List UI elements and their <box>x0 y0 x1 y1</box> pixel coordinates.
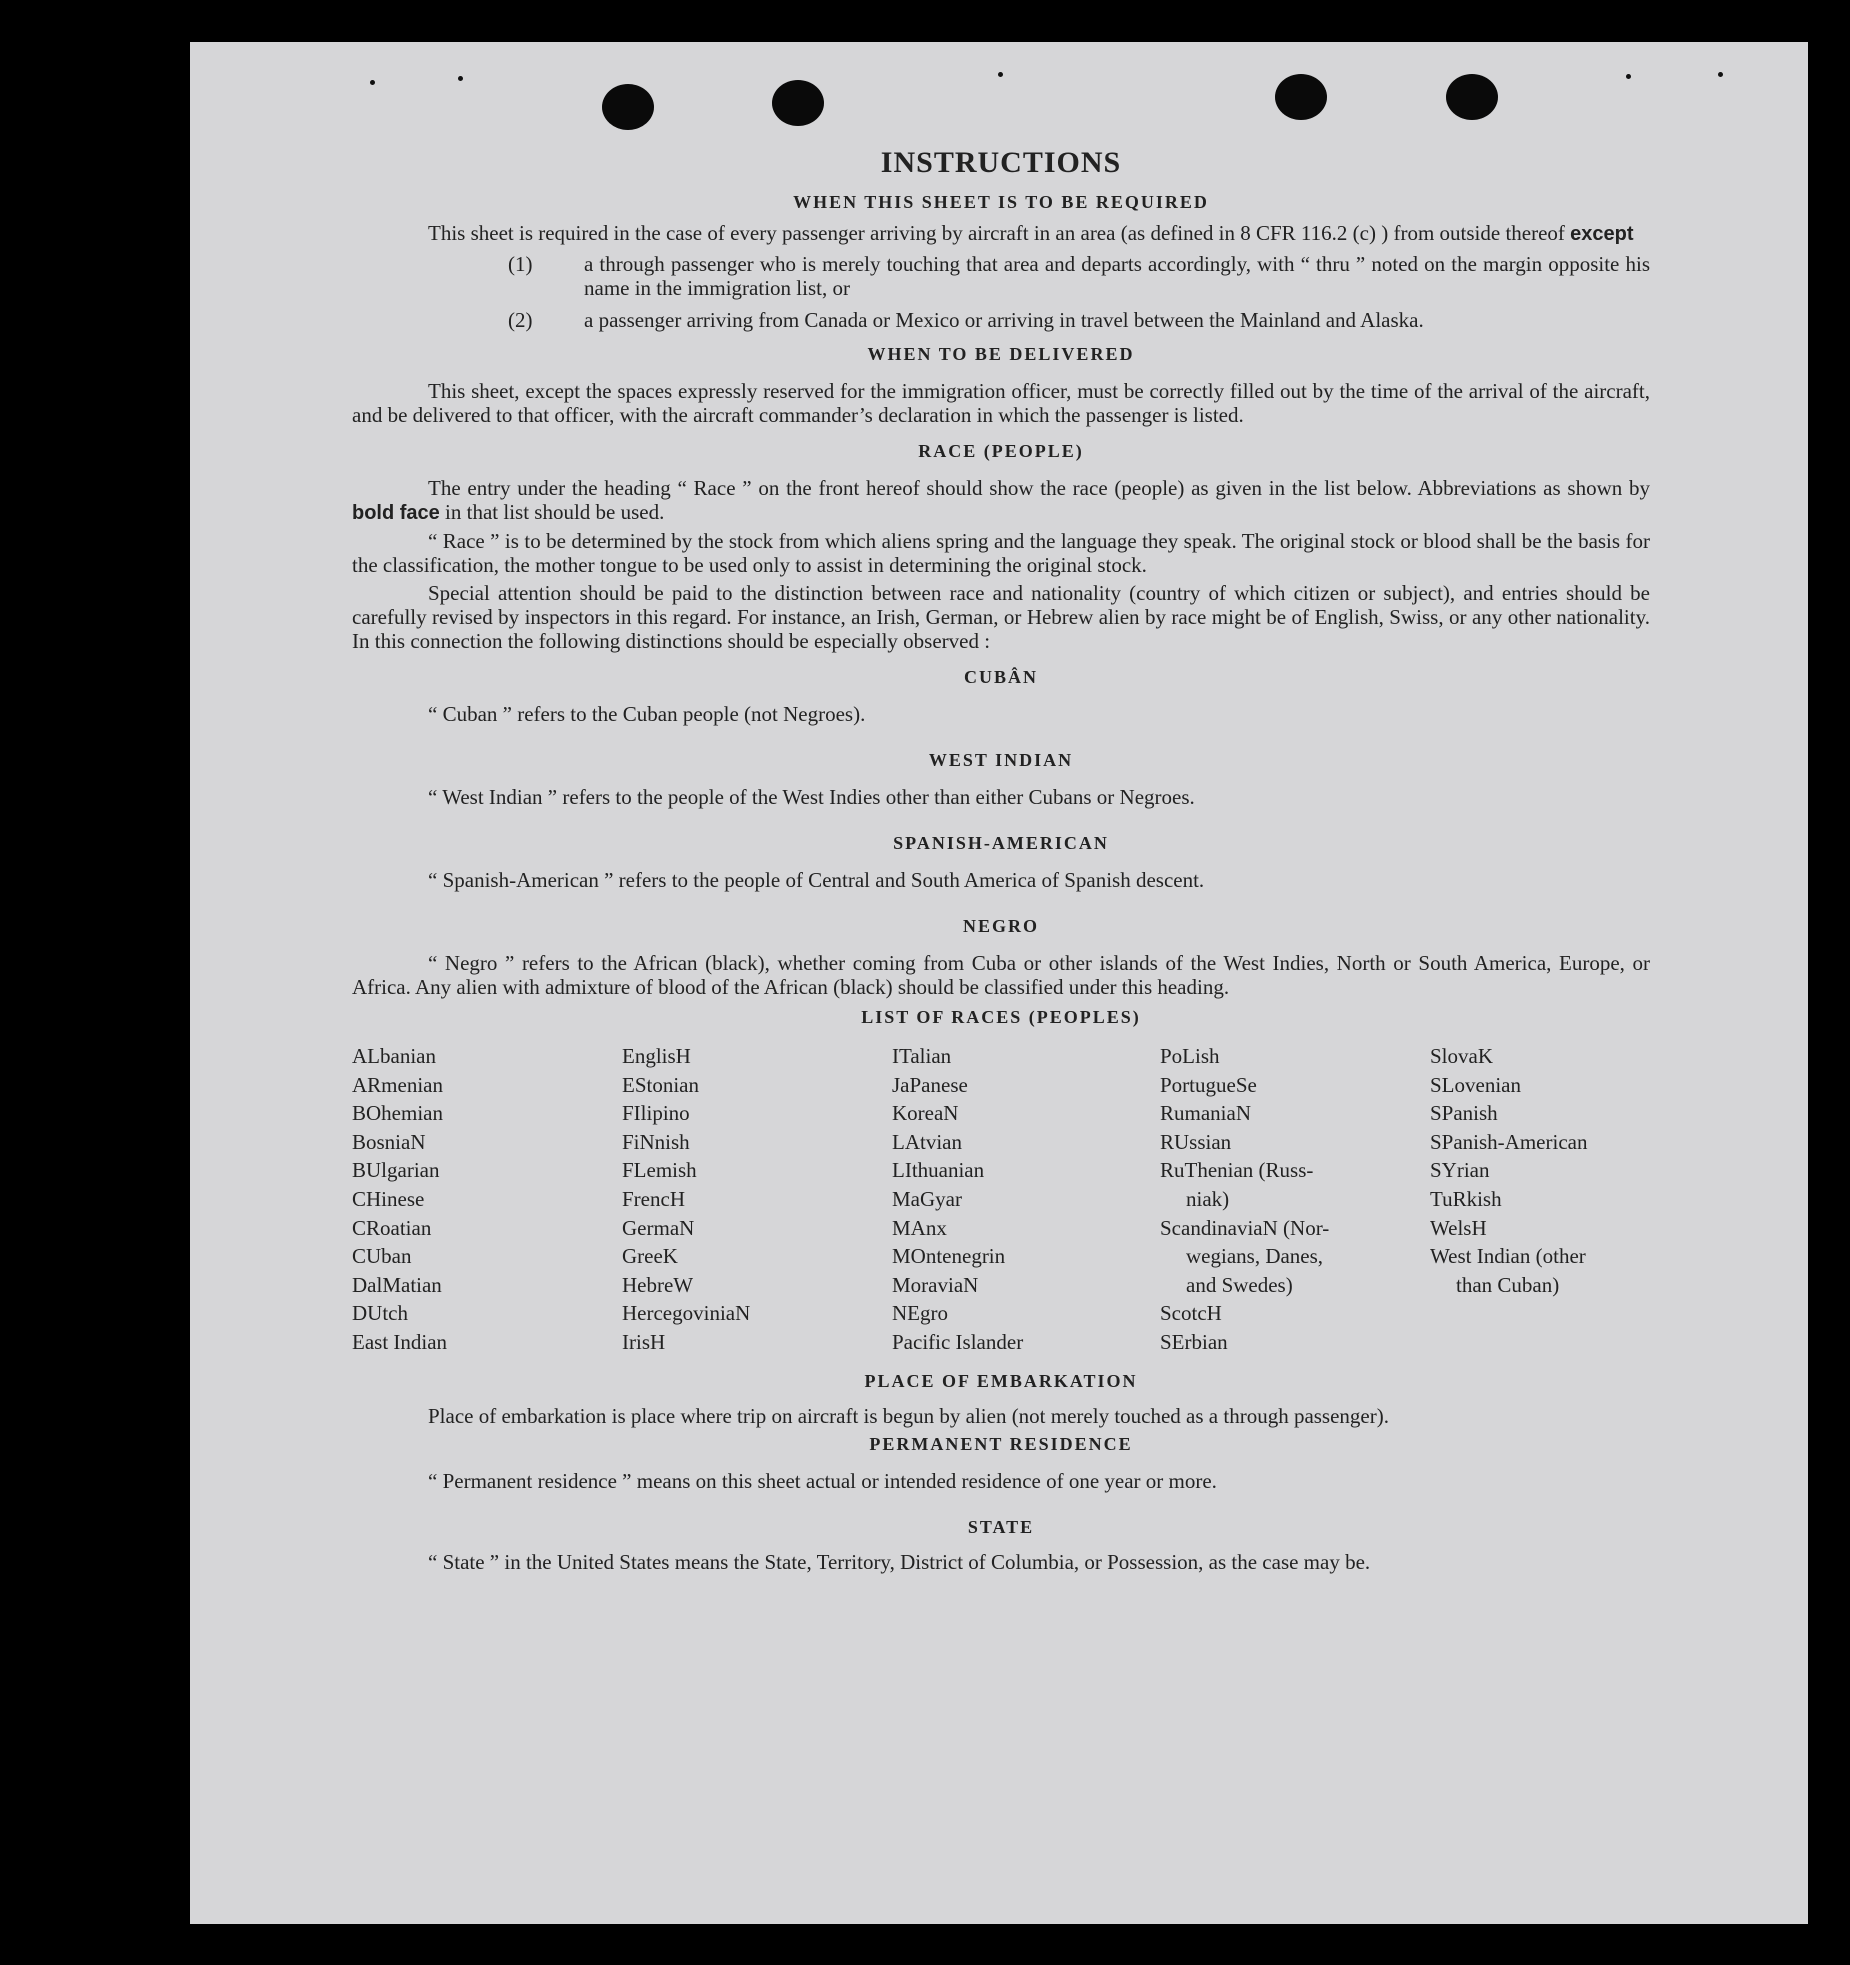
state-text: “ State ” in the United States means the State, Territory, District of Columbia, or Possession, as the case may be. <box>428 1549 1371 1574</box>
race-entry: WelsH <box>1430 1215 1487 1240</box>
race-entry: EStonian <box>622 1072 699 1097</box>
races-column-5 <box>1430 1042 1650 1357</box>
race-entry: MoraviaN <box>892 1272 979 1297</box>
race-entry: LIthuanian <box>892 1158 985 1183</box>
speck <box>1626 74 1631 79</box>
race-entry: FIlipino <box>622 1101 690 1126</box>
race-entry: HebreW <box>622 1272 694 1297</box>
race-entry: SLovenian <box>1430 1072 1521 1097</box>
west-indian-text: “ West Indian ” refers to the people of the West Indies other than either Cubans or Negroes. <box>428 785 1195 809</box>
race-entry: NEgro <box>892 1301 948 1326</box>
races-column-4 <box>1160 1042 1430 1357</box>
spanish-american-heading: SPANISH-AMERICAN <box>893 833 1109 853</box>
race-entry: Pacific Islander <box>892 1329 1024 1354</box>
speck <box>458 76 463 81</box>
required-heading: WHEN THIS SHEET IS TO BE REQUIRED <box>793 192 1209 212</box>
state-heading: STATE <box>967 1516 1035 1537</box>
punch-hole <box>1446 74 1498 120</box>
race-entry: IrisH <box>622 1329 666 1354</box>
race-entry: RumaniaN <box>1160 1101 1251 1126</box>
race-entry: FLemish <box>622 1158 697 1183</box>
residence-text: “ Permanent residence ” means on this sheet actual or intended residence of one year or more. <box>428 1468 1217 1493</box>
race-entry: SYrian <box>1430 1158 1490 1183</box>
race-entry: MOntenegrin <box>892 1244 1006 1269</box>
race-entry: ScandinaviaN (Nor- <box>1160 1215 1330 1240</box>
instructions-content <box>352 146 1650 1574</box>
race-entry: PortugueSe <box>1160 1072 1257 1097</box>
races-column-2 <box>622 1042 892 1357</box>
cuban-heading: CUBÂN <box>963 667 1038 687</box>
race-entry: TuRkish <box>1430 1186 1502 1211</box>
race-entry: ALbanian <box>352 1044 436 1068</box>
race-paragraph-2: “ Race ” is to be determined by the stock from which aliens spring and the language they speak. The original stock or blood shall be the basis for the classification, the mother tongue to be used only to assist in determining the original stock. <box>352 529 1650 577</box>
race-entry: GreeK <box>622 1244 678 1269</box>
race-heading: RACE (PEOPLE) <box>918 441 1084 461</box>
race-entry: and Swedes) <box>1186 1272 1293 1297</box>
speck <box>370 80 375 85</box>
document-page <box>190 42 1808 1924</box>
race-entry: BUlgarian <box>352 1158 440 1183</box>
exception-item-2: (2) a passenger arriving from Canada or Mexico or arriving in travel between the Mainland and Alaska. <box>508 308 1424 332</box>
delivered-text: This sheet, except the spaces expressly reserved for the immigration officer, must be correctly filled out by the time of the arrival of the aircraft, and be delivered to that officer, with the aircraft commander’s declaration in which the passenger is listed. <box>352 379 1650 427</box>
delivered-heading: WHEN TO BE DELIVERED <box>867 344 1135 364</box>
exception-item-1: (1) a through passenger who is merely touching that area and departs accordingly, with “ thru ” noted on the margin opposite his name in the immigration list, or <box>508 252 1650 300</box>
negro-text: “ Negro ” refers to the African (black), whether coming from Cuba or other islands of the West Indies, North or South America, Europe, or Africa. Any alien with admixture of blood of the African (black) should be classified under this heading. <box>352 951 1650 999</box>
embarkation-heading: PLACE OF EMBARKATION <box>864 1370 1138 1391</box>
west-indian-heading: WEST INDIAN <box>928 750 1074 770</box>
race-entry: MaGyar <box>892 1186 962 1211</box>
race-entry: West Indian (other <box>1430 1244 1586 1269</box>
race-entry: than Cuban) <box>1456 1272 1560 1297</box>
race-entry: PoLish <box>1160 1044 1220 1068</box>
page-title: INSTRUCTIONS <box>880 146 1122 179</box>
punch-hole <box>602 84 654 130</box>
required-intro: This sheet is required in the case of every passenger arriving by aircraft in an area (as defined in 8 CFR 116.2 (c) ) from outside thereof except <box>428 221 1634 245</box>
embarkation-text: Place of embarkation is place where trip on aircraft is begun by alien (not merely touched as a through passenger). <box>428 1403 1389 1428</box>
residence-heading: PERMANENT RESIDENCE <box>869 1433 1133 1454</box>
race-entry: MAnx <box>892 1215 947 1240</box>
races-list-heading: LIST OF RACES (PEOPLES) <box>861 1007 1141 1027</box>
race-entry: ARmenian <box>352 1072 443 1097</box>
negro-heading: NEGRO <box>962 916 1039 936</box>
race-entry: EnglisH <box>622 1044 691 1068</box>
race-entry: JaPanese <box>892 1072 968 1097</box>
race-entry: ScotcH <box>1160 1301 1222 1326</box>
races-column-3 <box>892 1042 1160 1357</box>
race-entry: wegians, Danes, <box>1186 1244 1324 1269</box>
race-entry: CRoatian <box>352 1215 432 1240</box>
race-entry: RUssian <box>1160 1129 1232 1154</box>
races-list <box>352 1042 1650 1357</box>
race-entry: DUtch <box>352 1301 408 1326</box>
race-entry: HercegoviniaN <box>622 1301 751 1326</box>
race-entry: KoreaN <box>892 1101 959 1126</box>
race-entry: ITalian <box>892 1044 952 1068</box>
race-paragraph-3: Special attention should be paid to the distinction between race and nationality (country of which citizen or subject), and entries should be carefully revised by inspectors in this regard. For instance, an Irish, German, or Hebrew alien by race might be of English, Swiss, or any other nationality. In this connection the following distinctions should be especially observed : <box>352 581 1650 653</box>
race-entry: FrencH <box>622 1186 685 1211</box>
races-column-1 <box>352 1042 622 1357</box>
race-paragraph-1: The entry under the heading “ Race ” on the front hereof should show the race (people) as given in the list below. Abbreviations as shown by bold face in that list should be used. <box>352 476 1650 524</box>
race-entry: CHinese <box>352 1186 425 1211</box>
speck <box>1718 72 1723 77</box>
race-entry: SErbian <box>1160 1329 1228 1354</box>
race-entry: RuThenian (Russ- <box>1160 1158 1314 1183</box>
race-entry: DalMatian <box>352 1272 442 1297</box>
punch-hole <box>772 80 824 126</box>
speck <box>998 72 1003 77</box>
race-entry: BOhemian <box>352 1101 443 1126</box>
cuban-text: “ Cuban ” refers to the Cuban people (not Negroes). <box>428 702 866 726</box>
race-entry: East Indian <box>352 1329 448 1354</box>
race-entry: niak) <box>1186 1186 1230 1211</box>
race-entry: CUban <box>352 1244 412 1269</box>
punch-hole <box>1275 74 1327 120</box>
race-entry: SPanish <box>1430 1101 1498 1126</box>
race-entry: LAtvian <box>892 1129 962 1154</box>
race-entry: SlovaK <box>1430 1044 1493 1068</box>
race-entry: GermaN <box>622 1215 695 1240</box>
race-entry: FiNnish <box>622 1129 690 1154</box>
race-entry: BosniaN <box>352 1129 426 1154</box>
spanish-american-text: “ Spanish-American ” refers to the people of Central and South America of Spanish descent. <box>428 868 1205 892</box>
race-entry: SPanish-American <box>1430 1129 1588 1154</box>
